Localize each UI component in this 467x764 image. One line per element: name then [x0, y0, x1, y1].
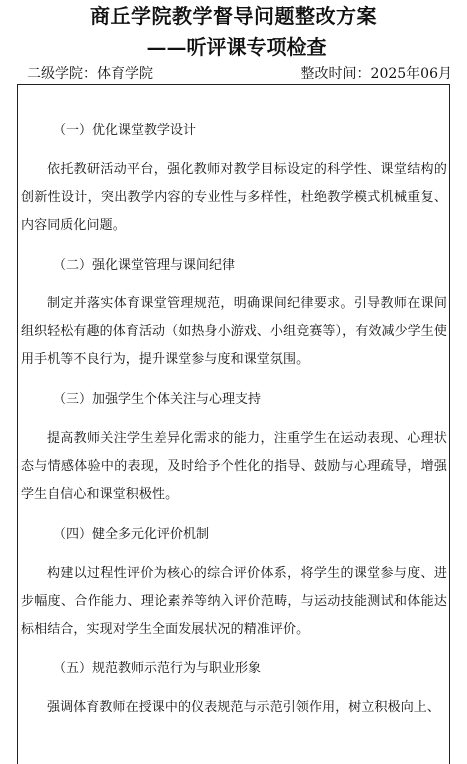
document-title: 商丘学院教学督导问题整改方案 [90, 4, 377, 28]
section-heading: （三）加强学生个体关注与心理支持 [53, 392, 262, 407]
section-heading: （四）健全多元化评价机制 [53, 527, 210, 542]
document-header [0, 2, 467, 61]
section-heading: （五）规范教师示范行为与职业形象 [53, 661, 262, 676]
meta-row [27, 63, 452, 85]
section-heading: （一）优化课堂教学设计 [53, 123, 197, 138]
section-paragraph: 构建以过程性评价为核心的综合评价体系，将学生的课堂参与度、进步幅度、合作能力、理论素养等纳入评价范畴，与运动技能测试和体能达标相结合，实现对学生全面发展状况的精准评价。 [21, 566, 447, 637]
section-heading: （二）强化课堂管理与课间纪律 [53, 258, 236, 273]
section-paragraph: 制定并落实体育课堂管理规范，明确课间纪律要求。引导教师在课间组织轻松有趣的体育活动（如热身小游戏、小组竞赛等），有效减少学生使用手机等不良行为，提升课堂参与度和课堂氛围。 [21, 296, 447, 367]
document-subtitle: ——听评课专项检查 [146, 35, 327, 59]
section-paragraph: 提高教师关注学生差异化需求的能力，注重学生在运动表现、心理状态与情感体验中的表现，及时给予个性化的指导、鼓励与心理疏导，增强学生自信心和课堂积极性。 [21, 431, 447, 502]
section-paragraph: 依托教研活动平台，强化教师对教学目标设定的科学性、课堂结构的创新性设计，突出教学内容的专业性与多样性，杜绝教学模式机械重复、内容同质化问题。 [21, 162, 447, 233]
date-label: 整改时间：2025年06月 [300, 66, 452, 82]
college-label: 二级学院：体育学院 [27, 66, 153, 82]
section-paragraph: 强调体育教师在授课中的仪表规范与示范引领作用，树立积极向上、 [47, 700, 441, 715]
